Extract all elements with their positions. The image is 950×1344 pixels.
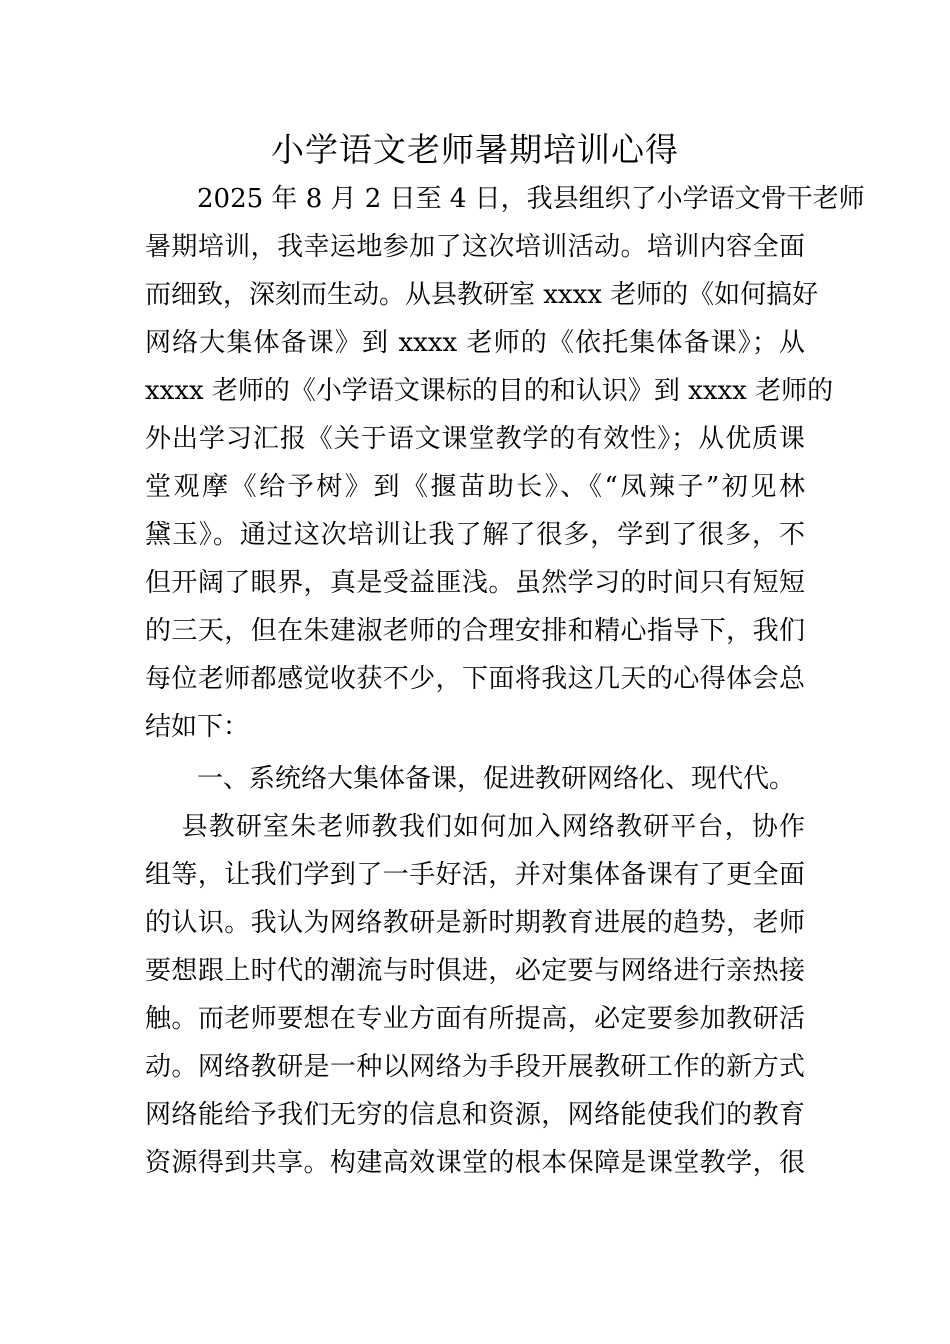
body-line: 组等，让我们学到了一手好活，并对集体备课有了更全面 xyxy=(145,860,805,890)
body-line: 的三天，但在朱建淑老师的合理安排和精心指导下，我们 xyxy=(145,616,805,646)
body-line: 结如下： xyxy=(145,712,250,742)
body-line: 但开阔了眼界，真是受益匪浅。虽然学习的时间只有短短 xyxy=(145,568,805,598)
body-line: 要想跟上时代的潮流与时俱进，必定要与网络进行亲热接 xyxy=(145,956,805,986)
body-line: 每位老师都感觉收获不少，下面将我这几天的心得体会总 xyxy=(145,664,805,694)
document-title: 小学语文老师暑期培训心得 xyxy=(271,130,679,169)
body-line: 县教研室朱老师教我们如何加入网络教研平台，协作 xyxy=(145,812,805,842)
section-heading: 一、系统络大集体备课，促进教研网络化、现代代。 xyxy=(145,764,796,794)
body-line: 动。网络教研是一种以网络为手段开展教研工作的新方式 xyxy=(145,1052,805,1082)
body-line: 暑期培训，我幸运地参加了这次培训活动。培训内容全面 xyxy=(145,232,805,262)
body-line: 堂观摩《给予树》到《揠苗助长》、《“凤辣子”初见林 xyxy=(145,472,805,502)
body-line: 网络大集体备课》到 xxxx 老师的《依托集体备课》；从 xyxy=(145,328,805,358)
body-line: 的认识。我认为网络教研是新时期教育进展的趋势，老师 xyxy=(145,908,805,938)
body-line: 触。而老师要想在专业方面有所提高，必定要参加教研活 xyxy=(145,1004,805,1034)
body-line: xxxx 老师的《小学语文课标的目的和认识》到 xxxx 老师的 xyxy=(145,376,834,406)
body-line: 2025 年 8 月 2 日至 4 日，我县组织了小学语文骨干老师 xyxy=(145,184,865,214)
body-line: 外出学习汇报《关于语文课堂教学的有效性》；从优质课 xyxy=(145,424,805,454)
body-line: 资源得到共享。构建高效课堂的根本保障是课堂教学，很 xyxy=(145,1148,805,1178)
body-line: 网络能给予我们无穷的信息和资源，网络能使我们的教育 xyxy=(145,1100,805,1130)
body-line: 黛玉》。通过这次培训让我了解了很多，学到了很多，不 xyxy=(145,520,805,550)
body-line: 而细致，深刻而生动。从县教研室 xxxx 老师的《如何搞好 xyxy=(145,280,819,310)
